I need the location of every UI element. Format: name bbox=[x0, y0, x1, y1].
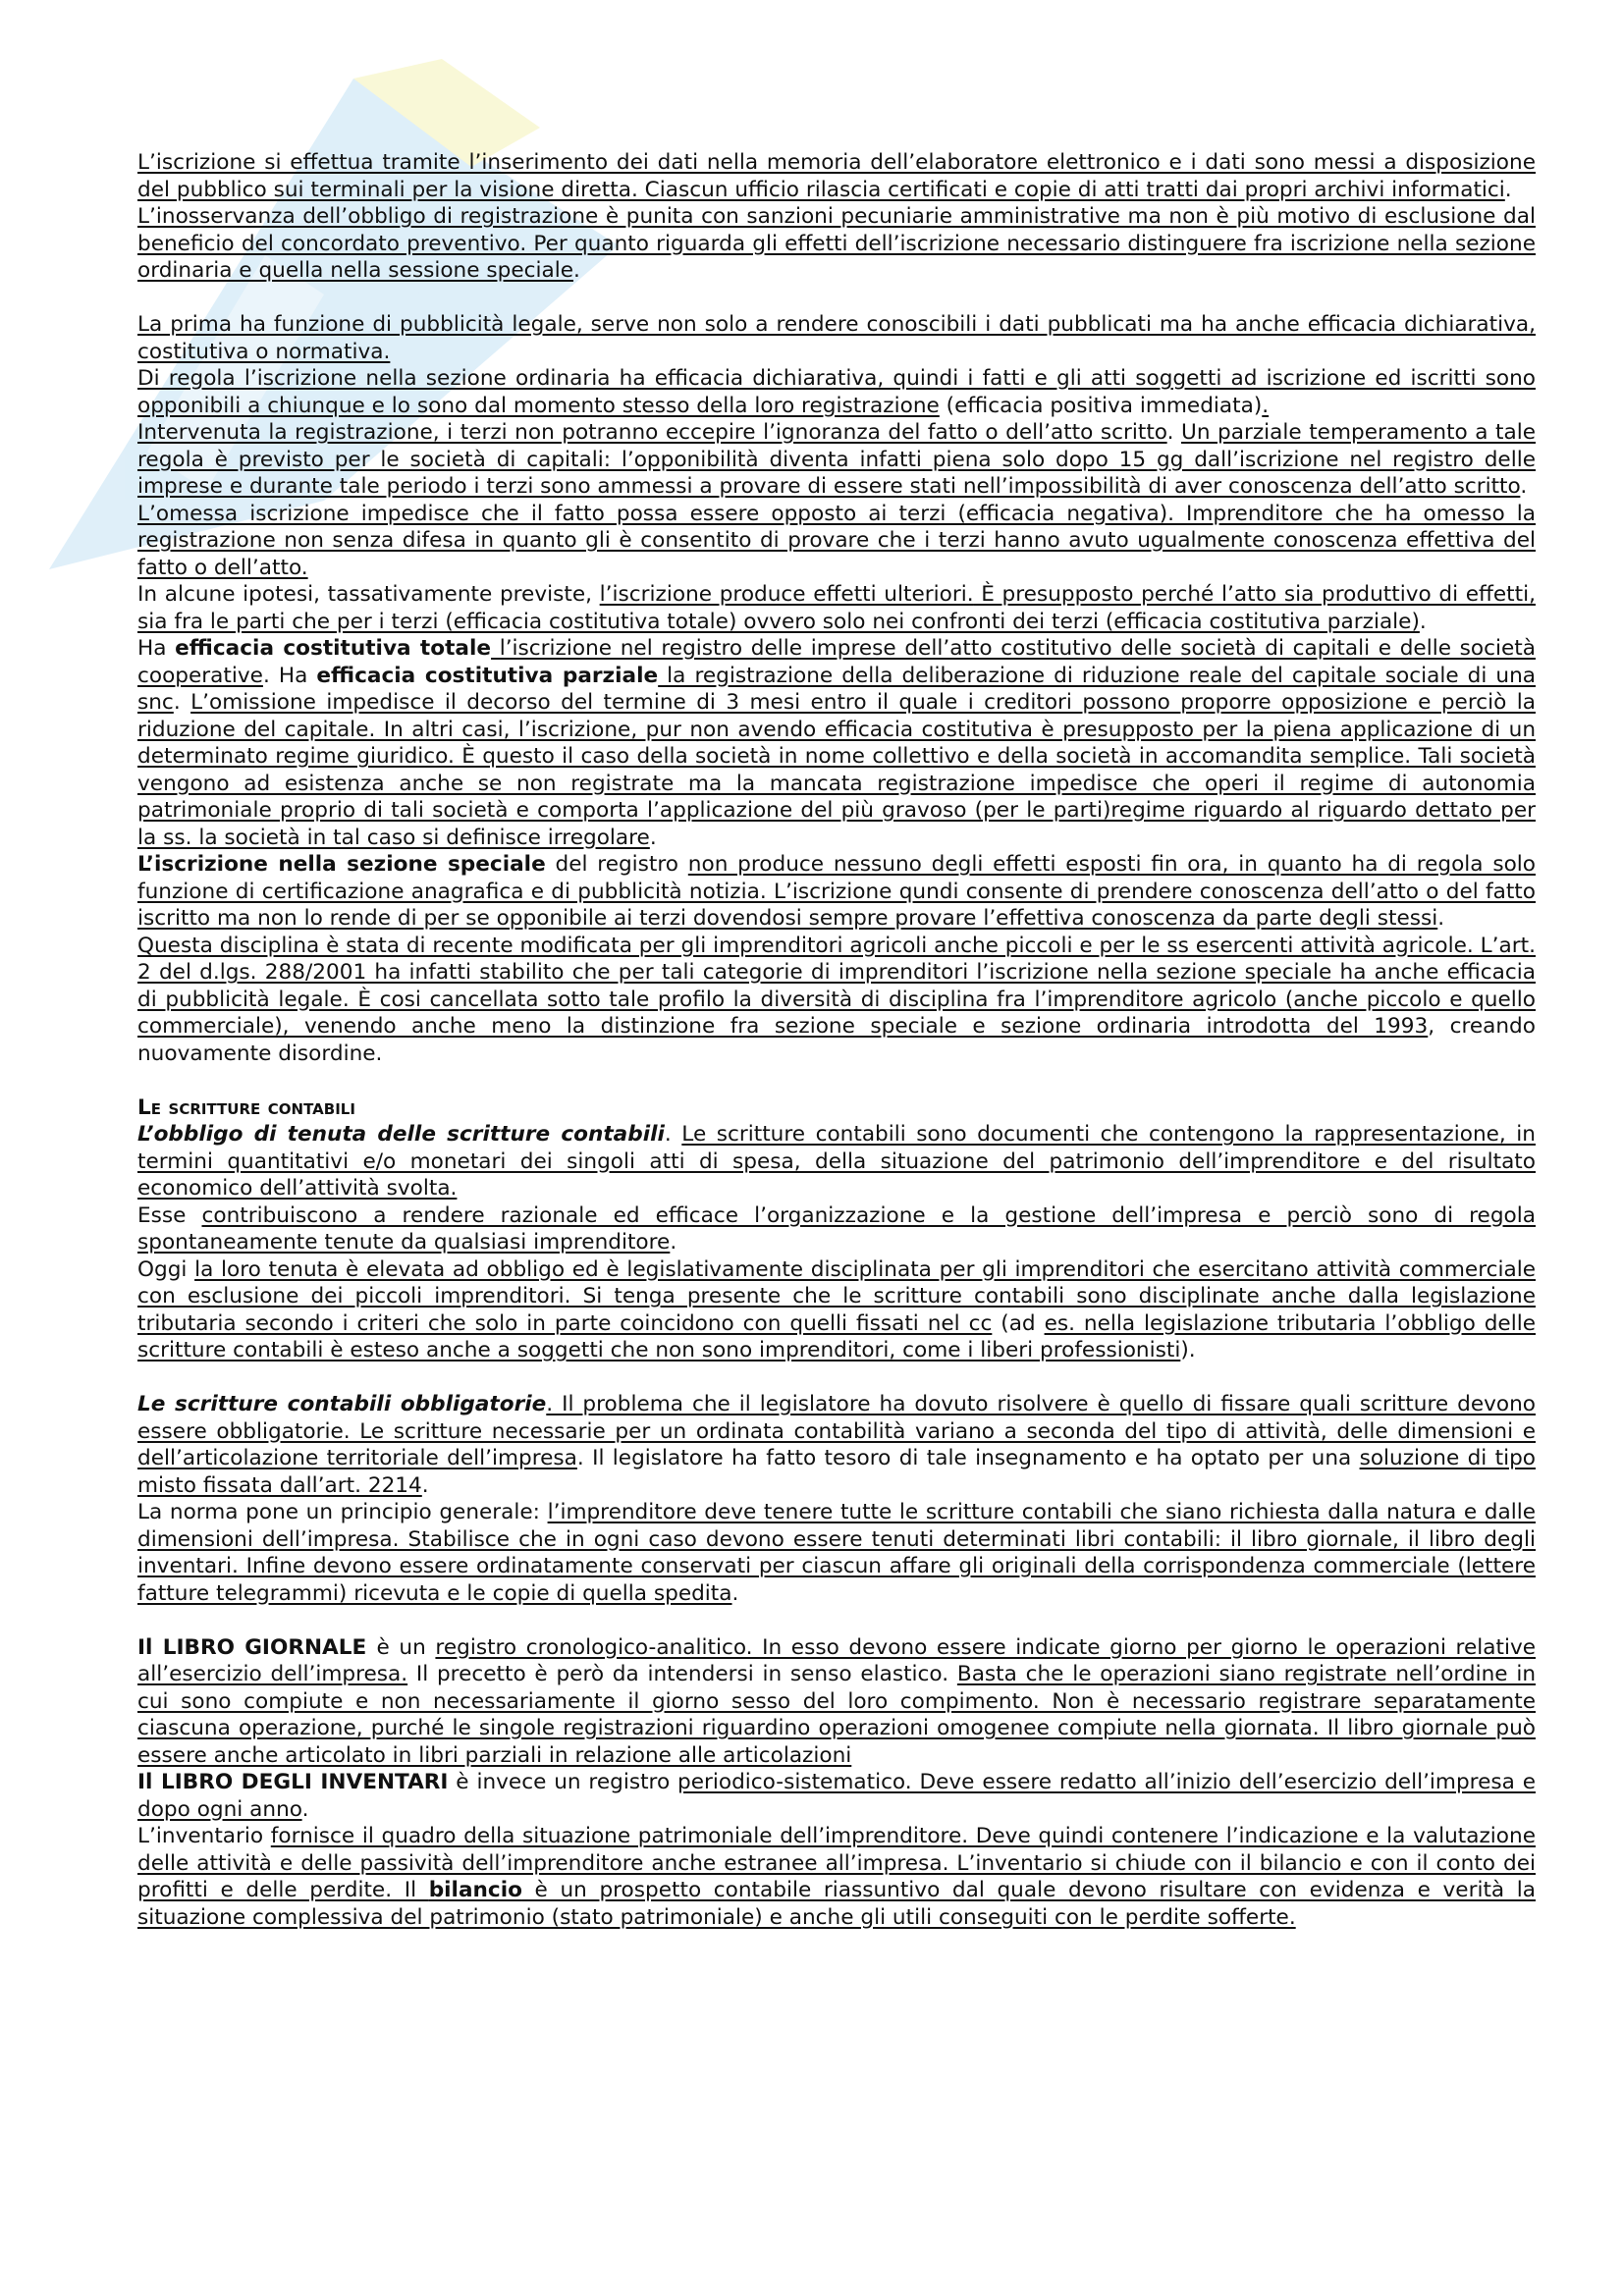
paragraph-pubblicita-legale bbox=[137, 311, 1536, 365]
text-run: . bbox=[731, 1580, 739, 1606]
paragraph-effetti-ulteriori bbox=[137, 581, 1536, 635]
text-run: (ad bbox=[992, 1310, 1045, 1336]
paragraph-gap bbox=[137, 285, 1536, 312]
text-run: la registrazione della deliberazione di riduzione reale del capitale sociale di una snc bbox=[137, 663, 1536, 715]
paragraph-iscrizione-elettronica bbox=[137, 149, 1536, 203]
text-run: . bbox=[173, 690, 191, 715]
paragraph-gap bbox=[137, 1067, 1536, 1095]
text-run: . bbox=[649, 825, 657, 850]
paragraph-efficacia-dichiarativa bbox=[137, 365, 1536, 419]
text-run: (efficacia positiva immediata) bbox=[939, 393, 1263, 418]
text-run: è un bbox=[376, 1634, 436, 1660]
text-run: . bbox=[1437, 906, 1445, 931]
paragraph-libro-inventari bbox=[137, 1769, 1536, 1823]
text-run: La norma pone un principio generale: bbox=[137, 1500, 548, 1524]
text-run: es. nella legislazione tributaria l’obbligo delle scritture contabili è esteso anche a soggetti che non sono imprenditori, come i liberi professionisti bbox=[137, 1310, 1536, 1362]
text-run: È presupposto perché l’atto sia produttivo di effetti, sia fra le parti che per i terzi (efficacia costitutiva totale) ovvero solo nei confronti dei terzi (efficacia costitutiva parziale) bbox=[137, 582, 1536, 634]
text-run: . Il legislatore ha fatto tesoro di tale insegnamento e ha optato per una bbox=[576, 1446, 1360, 1470]
text-run: soluzione di tipo misto fissata dall’art. 2214 bbox=[137, 1446, 1537, 1498]
paragraph-registrazione bbox=[137, 419, 1536, 501]
text-run: efficacia costitutiva parziale bbox=[316, 663, 659, 688]
text-run: Le scritture contabili sono documenti che contengono la rappresentazione, in termini quantitativi e/o monetari dei singoli atti di spesa, della situazione del patrimonio dell’imprenditore e del risultato economico dell’attività svolta. bbox=[137, 1122, 1536, 1201]
text-run: L’iscrizione nella sezione speciale bbox=[137, 852, 546, 877]
text-run: registro cronologico-analitico. In esso devono essere indicate giorno per giorno le operazioni relative all’esercizio dell’impresa. bbox=[137, 1634, 1537, 1686]
text-run: Il LIBRO DEGLI INVENTARI bbox=[137, 1770, 449, 1794]
text-run: la loro tenuta è elevata ad obbligo ed è legislativamente disciplinata per gli imprenditori che esercitano attività commerciale con esclusione dei piccoli imprenditori. Si tenga presente che le scritture contabili sono disciplinate anche dalla legislazione tributaria secondo i criteri che solo in parte coincidono con quelli fissati nel cc bbox=[137, 1256, 1536, 1336]
text-run: L’omissione impedisce il decorso del termine di 3 mesi entro il quale i creditori possono proporre opposizione e perciò la riduzione del capitale. In altri casi, l’iscrizione, pur non avendo efficacia costitutiva è presupposto per la piena applicazione di un determinato regime giuridico. È questo il caso della società in nome collettivo e della società in accomandita semplice. Tali società vengono ad esistenza anche se non registrate ma la mancata registrazione impedisce che operi il regime di autonomia patrimoniale proprio di tali società e comporta l’applicazione del più gravoso (per le parti)regime riguardo al riguardo dettato per la ss. la società in tal caso si definisce irregolare bbox=[137, 690, 1536, 850]
text-run: bilancio bbox=[428, 1878, 522, 1902]
paragraph-inventario bbox=[137, 1823, 1536, 1931]
paragraph-esse bbox=[137, 1202, 1536, 1256]
text-run: . bbox=[670, 1230, 677, 1255]
text-run: . bbox=[1262, 393, 1270, 418]
paragraph-gap bbox=[137, 1607, 1536, 1634]
section-heading: Le scritture contabili bbox=[137, 1095, 355, 1120]
text-run: periodico-sistematico. Deve essere redatto all’inizio dell’esercizio dell’impresa e dopo ogni anno bbox=[137, 1770, 1536, 1822]
text-run: . Il problema che il legislatore ha dovuto risolvere è quello di fissare quali scritture devono essere obbligatorie. Le scritture necessarie per un ordinata contabilità variano a seconda del tipo di attività, delle dimensioni e dell’articolazione territoriale dell’impresa bbox=[137, 1392, 1536, 1470]
text-run: L’omessa iscrizione impedisce che il fatto possa essere opposto ai terzi (efficacia negativa). Imprenditore che ha omesso la registrazione non senza difesa in quanto gli è consentito di provare che i terzi hanno avuto ugualmente conoscenza effettiva del fatto o dell’atto. bbox=[137, 501, 1536, 580]
text-run: . bbox=[1504, 177, 1512, 202]
text-run: . bbox=[573, 258, 580, 283]
paragraph-gap bbox=[137, 1364, 1536, 1392]
text-run: l’imprenditore deve tenere tutte le scritture contabili che siano richiesta dalla natura e dalle dimensioni dell’impresa. Stabilisce che in ogni caso devono essere tenuti determinati libri contabili: il libro giornale, il libro degli inventari. Infine devono essere ordinatamente conservati per ciascun affare gli originali della corrispondenza commerciale (lettere fatture telegrammi) ricevuta e le copie di quella spedita bbox=[137, 1500, 1536, 1606]
text-run: L’obbligo di tenuta delle scritture contabili bbox=[137, 1122, 665, 1147]
text-run: è un prospetto contabile riassuntivo dal quale devono risultare con evidenza e verità la situazione complessiva del patrimonio (stato patrimoniale) e anche gli utili conseguiti con le perdite sofferte. bbox=[137, 1878, 1536, 1930]
text-run: efficacia costitutiva totale bbox=[175, 636, 492, 661]
text-run: . Ha bbox=[262, 663, 317, 688]
text-run: Il LIBRO GIORNALE bbox=[137, 1634, 377, 1660]
text-run: Esse bbox=[137, 1202, 202, 1228]
text-run: , creando nuovamente disordine. bbox=[137, 1014, 1536, 1066]
paragraph-principio-generale bbox=[137, 1499, 1536, 1607]
text-run: Il precetto è però da intendersi in senso elastico. bbox=[407, 1662, 957, 1686]
document-body bbox=[137, 149, 1536, 1931]
text-run: . bbox=[664, 1122, 682, 1147]
paragraph-scritture-obbligatorie bbox=[137, 1391, 1536, 1499]
text-run: l’iscrizione nel registro delle imprese dell’atto costitutivo delle società di capitali e delle società cooperative bbox=[137, 636, 1536, 688]
text-run: fornisce il quadro della situazione patrimoniale dell’imprenditore. Deve quindi contenere l’indicazione e la valutazione delle attività e delle passività dell’imprenditore anche estranee all’impresa. L’inventario si chiude con il bilancio e con il conto dei profitti e delle perdite. Il bbox=[137, 1824, 1536, 1902]
text-run: . bbox=[1520, 474, 1528, 499]
text-run: . bbox=[1166, 420, 1182, 445]
text-run: Oggi bbox=[137, 1256, 195, 1282]
text-run: Di regola l’iscrizione nella sezione ordinaria ha efficacia dichiarativa, quindi i fatti e gli atti soggetti ad iscrizione ed iscritti sono opponibili a chiunque e lo sono dal momento stesso della loro registrazione bbox=[137, 366, 1536, 418]
text-run: non produce nessuno degli effetti esposti fin ora, in quanto ha di regola solo funzione di certificazione anagrafica e di pubblicità notizia. L’iscrizione qundi consente di prendere conoscenza dell’atto o del fatto iscritto ma non lo rende di per se opponibile ai terzi dovendosi sempre provare l’effettiva conoscenza da parte degli stessi bbox=[137, 852, 1536, 931]
text-run: La prima ha funzione di pubblicità legale, serve non solo a rendere conoscibili i dati pubblicati ma ha anche efficacia dichiarativa, costitutiva o normativa. bbox=[137, 312, 1536, 364]
paragraph-imprenditori-agricoli bbox=[137, 933, 1536, 1068]
text-run: Questa disciplina è stata di recente modificata per gli imprenditori agricoli anche piccoli e per le ss esercenti attività agricole. L’art. 2 del d.lgs. 288/2001 ha infatti stabilito che per tali categorie di imprenditori l’iscrizione nella sezione speciale ha anche efficacia di pubblicità legale. È cosi cancellata sotto tale profilo la diversità di disciplina fra l’imprenditore agricolo (anche piccolo e quello commerciale), venendo anche meno la distinzione fra sezione speciale e sezione ordinaria introdotta del 1993 bbox=[137, 933, 1536, 1039]
text-run: è invece un registro bbox=[448, 1770, 678, 1794]
text-run: . bbox=[1419, 609, 1427, 634]
text-run: Basta che le operazioni siano registrate nell’ordine in cui sono compiute e non necessariamente il giorno sesso del loro compimento. Non è necessario registrare separatamente ciascuna operazione, purché le singole registrazioni riguardino operazioni omogenee compiute nella giornata. Il libro giornale può essere anche articolato in libri parziali in relazione alle articolazioni bbox=[137, 1662, 1537, 1768]
text-run: In alcune ipotesi, tassativamente previste, bbox=[137, 582, 600, 607]
text-run: Intervenuta la registrazione, i terzi non potranno eccepire l’ignoranza del fatto o dell’atto scritto bbox=[137, 420, 1167, 445]
paragraph-inosservanza bbox=[137, 203, 1536, 285]
paragraph-efficacia-costitutiva bbox=[137, 635, 1536, 851]
paragraph-oggi bbox=[137, 1256, 1536, 1364]
text-run: L’iscrizione si effettua tramite l’inserimento dei dati nella memoria dell’elaboratore elettronico e i dati sono messi a disposizione del pubblico sui terminali per la visione diretta. Ciascun ufficio rilascia certificati e copie di atti tratti dai propri archivi informatici bbox=[137, 150, 1536, 202]
paragraph-omessa-iscrizione bbox=[137, 501, 1536, 582]
text-run: contribuiscono a rendere razionale ed efficace l’organizzazione e la gestione dell’impresa e perciò sono di regola spontaneamente tenute da qualsiasi imprenditore bbox=[137, 1202, 1536, 1255]
text-run: Un parziale temperamento a tale regola è previsto per le società di capitali: l’opponibilità diventa infatti piena solo dopo 15 gg dall’iscrizione nel registro delle imprese e durante tale periodo i terzi sono ammessi a provare di essere stati nell’impossibilità di aver conoscenza dell’atto scritto bbox=[137, 420, 1537, 499]
paragraph-obbligo-tenuta bbox=[137, 1121, 1536, 1202]
text-run: Ha bbox=[137, 636, 176, 661]
text-run: ). bbox=[1180, 1338, 1196, 1362]
text-run: . bbox=[301, 1796, 309, 1822]
paragraph-sezione-speciale bbox=[137, 851, 1536, 933]
text-run: l’iscrizione produce effetti ulteriori. bbox=[599, 582, 974, 607]
text-run: Le scritture contabili obbligatorie bbox=[137, 1392, 547, 1416]
paragraph-libro-giornale bbox=[137, 1634, 1536, 1770]
text-run: L’inosservanza dell’obbligo di registrazione è punita con sanzioni pecuniarie amministrative ma non è più motivo di esclusione dal beneficio del concordato preventivo. Per quanto riguarda gli effetti dell’iscrizione necessario distinguere fra iscrizione nella sezione ordinaria e quella nella sessione speciale bbox=[137, 204, 1536, 283]
text-run: . bbox=[421, 1472, 429, 1498]
text-run: del registro bbox=[545, 852, 688, 877]
text-run: L’inventario bbox=[137, 1824, 271, 1848]
